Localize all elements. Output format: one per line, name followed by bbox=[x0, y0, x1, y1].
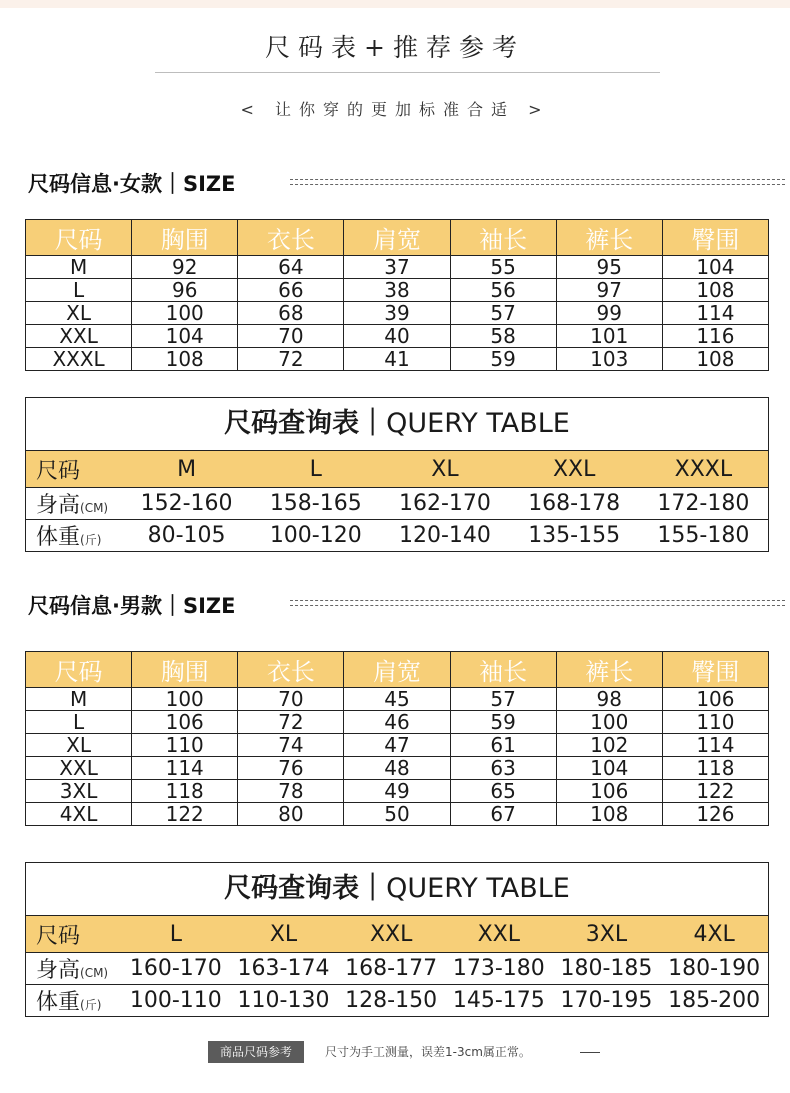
women-size-cell: 55 bbox=[450, 256, 556, 279]
women-query-col-header: XXXL bbox=[639, 451, 768, 488]
men-size-cell: 106 bbox=[132, 711, 238, 734]
women-height-value: 158-165 bbox=[251, 488, 380, 520]
women-size-cell: 39 bbox=[344, 302, 450, 325]
women-query-col-header: XL bbox=[380, 451, 509, 488]
men-weight-value: 128-150 bbox=[337, 985, 445, 1017]
women-heading-dotline bbox=[290, 179, 785, 180]
women-query-col-header: L bbox=[251, 451, 380, 488]
women-heading-dotline-2 bbox=[290, 184, 785, 185]
men-col-header: 肩宽 bbox=[344, 652, 450, 688]
men-size-header-row bbox=[26, 652, 769, 688]
men-size-cell: 72 bbox=[238, 711, 344, 734]
men-size-cell: 98 bbox=[556, 688, 662, 711]
footer bbox=[0, 1041, 790, 1063]
men-weight-value: 100-110 bbox=[122, 985, 230, 1017]
men-weight-unit: (斤) bbox=[80, 998, 102, 1012]
women-size-cell: XXL bbox=[26, 325, 132, 348]
women-size-cell: 108 bbox=[662, 348, 768, 371]
women-weight-value: 120-140 bbox=[380, 520, 509, 552]
men-size-cell: 106 bbox=[662, 688, 768, 711]
women-height-label-text: 身高 bbox=[36, 493, 81, 518]
men-size-cell: 74 bbox=[238, 734, 344, 757]
men-col-header: 胸围 bbox=[132, 652, 238, 688]
men-height-unit: (CM) bbox=[80, 966, 109, 980]
men-query-title-en: QUERY TABLE bbox=[386, 873, 570, 904]
men-height-value: 163-174 bbox=[230, 953, 338, 985]
men-weight-label-text: 体重 bbox=[36, 990, 81, 1015]
women-col-header: 袖长 bbox=[450, 220, 556, 256]
men-col-header: 裤长 bbox=[556, 652, 662, 688]
women-size-cell: 101 bbox=[556, 325, 662, 348]
women-height-unit: (CM) bbox=[80, 501, 109, 515]
men-size-cell: 80 bbox=[238, 803, 344, 826]
women-size-cell: 58 bbox=[450, 325, 556, 348]
women-size-cell: 66 bbox=[238, 279, 344, 302]
women-size-cell: 108 bbox=[132, 348, 238, 371]
women-size-cell: 96 bbox=[132, 279, 238, 302]
women-query-title-en: QUERY TABLE bbox=[386, 408, 570, 439]
men-height-value: 180-185 bbox=[553, 953, 661, 985]
men-size-cell: XXL bbox=[26, 757, 132, 780]
men-weight-value: 145-175 bbox=[445, 985, 553, 1017]
men-size-cell: 50 bbox=[344, 803, 450, 826]
women-query-col-header: M bbox=[122, 451, 251, 488]
men-size-cell: 110 bbox=[132, 734, 238, 757]
women-size-cell: 41 bbox=[344, 348, 450, 371]
men-size-cell: XL bbox=[26, 734, 132, 757]
women-col-header: 尺码 bbox=[26, 220, 132, 256]
women-query-height-row bbox=[26, 488, 768, 520]
men-size-cell: 70 bbox=[238, 688, 344, 711]
women-query-title bbox=[26, 398, 768, 451]
men-size-cell: 110 bbox=[662, 711, 768, 734]
men-size-cell: 47 bbox=[344, 734, 450, 757]
women-height-value: 168-178 bbox=[510, 488, 639, 520]
women-size-cell: 104 bbox=[662, 256, 768, 279]
women-size-cell: 68 bbox=[238, 302, 344, 325]
women-weight-value: 80-105 bbox=[122, 520, 251, 552]
men-height-label bbox=[26, 953, 122, 985]
men-col-header: 臀围 bbox=[662, 652, 768, 688]
men-size-cell: L bbox=[26, 711, 132, 734]
men-section-heading: 尺码信息·男款｜SIZE bbox=[28, 594, 236, 618]
men-size-cell: 76 bbox=[238, 757, 344, 780]
men-size-cell: 102 bbox=[556, 734, 662, 757]
men-query-col-header: L bbox=[122, 916, 230, 953]
women-size-cell: 64 bbox=[238, 256, 344, 279]
women-height-value: 152-160 bbox=[122, 488, 251, 520]
men-size-cell: 100 bbox=[556, 711, 662, 734]
men-query-header-row bbox=[26, 916, 768, 953]
men-height-value: 173-180 bbox=[445, 953, 553, 985]
men-weight-value: 110-130 bbox=[230, 985, 338, 1017]
men-height-value: 168-177 bbox=[337, 953, 445, 985]
women-weight-label bbox=[26, 520, 122, 552]
men-size-cell: 118 bbox=[662, 757, 768, 780]
men-size-cell: 100 bbox=[132, 688, 238, 711]
top-band bbox=[0, 0, 790, 8]
men-query-table bbox=[25, 862, 769, 1017]
women-query-col-header: 尺码 bbox=[26, 451, 122, 488]
women-query-title-cn: 尺码查询表 bbox=[224, 408, 360, 439]
men-query-col-header: XL bbox=[230, 916, 338, 953]
men-size-cell: 114 bbox=[662, 734, 768, 757]
women-size-cell: 95 bbox=[556, 256, 662, 279]
men-height-value: 160-170 bbox=[122, 953, 230, 985]
men-query-col-header: 3XL bbox=[553, 916, 661, 953]
women-size-cell: 57 bbox=[450, 302, 556, 325]
men-heading-dotline-2 bbox=[290, 605, 785, 606]
women-size-cell: 38 bbox=[344, 279, 450, 302]
men-size-cell: 108 bbox=[556, 803, 662, 826]
women-size-cell: 104 bbox=[132, 325, 238, 348]
men-heading-dotline bbox=[290, 600, 785, 601]
men-col-header: 袖长 bbox=[450, 652, 556, 688]
women-size-header-row bbox=[26, 220, 769, 256]
women-size-cell: 100 bbox=[132, 302, 238, 325]
women-size-row bbox=[26, 256, 769, 279]
women-col-header: 肩宽 bbox=[344, 220, 450, 256]
women-query-grid bbox=[26, 451, 768, 551]
men-size-row bbox=[26, 688, 769, 711]
men-size-cell: 78 bbox=[238, 780, 344, 803]
women-query-header-row bbox=[26, 451, 768, 488]
men-size-cell: M bbox=[26, 688, 132, 711]
men-size-cell: 46 bbox=[344, 711, 450, 734]
women-size-cell: M bbox=[26, 256, 132, 279]
women-weight-label-text: 体重 bbox=[36, 525, 81, 550]
women-size-cell: 72 bbox=[238, 348, 344, 371]
men-size-cell: 48 bbox=[344, 757, 450, 780]
men-size-cell: 59 bbox=[450, 711, 556, 734]
page-subtitle: < 让你穿的更加标准合适 > bbox=[240, 100, 550, 119]
men-size-cell: 122 bbox=[662, 780, 768, 803]
men-weight-label bbox=[26, 985, 122, 1017]
men-query-title bbox=[26, 863, 768, 916]
men-query-height-row bbox=[26, 953, 768, 985]
men-size-row bbox=[26, 711, 769, 734]
men-query-col-header: XXL bbox=[445, 916, 553, 953]
men-col-header: 衣长 bbox=[238, 652, 344, 688]
men-query-title-sep: ｜ bbox=[359, 873, 387, 904]
men-size-cell: 49 bbox=[344, 780, 450, 803]
measurement-note: 尺寸为手工测量，误差1-3cm属正常。 bbox=[325, 1045, 531, 1059]
page-title: 尺码表+推荐参考 bbox=[265, 33, 525, 62]
women-query-table bbox=[25, 397, 769, 552]
women-size-cell: 40 bbox=[344, 325, 450, 348]
men-size-cell: 118 bbox=[132, 780, 238, 803]
men-size-cell: 61 bbox=[450, 734, 556, 757]
men-size-row bbox=[26, 734, 769, 757]
women-col-header: 裤长 bbox=[556, 220, 662, 256]
note-dash bbox=[580, 1052, 600, 1053]
women-size-cell: XL bbox=[26, 302, 132, 325]
women-size-cell: 99 bbox=[556, 302, 662, 325]
women-query-weight-row bbox=[26, 520, 768, 552]
women-query-title-sep: ｜ bbox=[359, 408, 387, 439]
women-height-value: 172-180 bbox=[639, 488, 768, 520]
men-query-col-header: XXL bbox=[337, 916, 445, 953]
men-query-title-cn: 尺码查询表 bbox=[224, 873, 360, 904]
men-size-row bbox=[26, 780, 769, 803]
men-weight-value: 185-200 bbox=[660, 985, 768, 1017]
women-size-cell: 116 bbox=[662, 325, 768, 348]
women-size-row bbox=[26, 279, 769, 302]
women-col-header: 臀围 bbox=[662, 220, 768, 256]
men-col-header: 尺码 bbox=[26, 652, 132, 688]
women-size-cell: 37 bbox=[344, 256, 450, 279]
women-size-cell: 56 bbox=[450, 279, 556, 302]
men-size-cell: 57 bbox=[450, 688, 556, 711]
men-size-row bbox=[26, 803, 769, 826]
men-size-row bbox=[26, 757, 769, 780]
women-col-header: 胸围 bbox=[132, 220, 238, 256]
women-size-cell: 103 bbox=[556, 348, 662, 371]
title-divider bbox=[155, 72, 660, 73]
men-weight-value: 170-195 bbox=[553, 985, 661, 1017]
women-weight-value: 100-120 bbox=[251, 520, 380, 552]
women-height-value: 162-170 bbox=[380, 488, 509, 520]
women-size-cell: 59 bbox=[450, 348, 556, 371]
size-reference-badge: 商品尺码参考 bbox=[208, 1041, 304, 1063]
men-height-value: 180-190 bbox=[660, 953, 768, 985]
women-size-cell: 92 bbox=[132, 256, 238, 279]
women-section-heading: 尺码信息·女款｜SIZE bbox=[28, 172, 236, 196]
women-weight-unit: (斤) bbox=[80, 533, 102, 547]
men-size-cell: 63 bbox=[450, 757, 556, 780]
men-size-cell: 67 bbox=[450, 803, 556, 826]
men-size-cell: 106 bbox=[556, 780, 662, 803]
women-size-row bbox=[26, 325, 769, 348]
women-size-cell: XXXL bbox=[26, 348, 132, 371]
women-query-col-header: XXL bbox=[510, 451, 639, 488]
women-size-table bbox=[25, 219, 769, 371]
men-size-cell: 4XL bbox=[26, 803, 132, 826]
men-size-cell: 114 bbox=[132, 757, 238, 780]
women-size-cell: 114 bbox=[662, 302, 768, 325]
women-size-row bbox=[26, 302, 769, 325]
men-size-cell: 65 bbox=[450, 780, 556, 803]
women-size-cell: L bbox=[26, 279, 132, 302]
men-size-cell: 122 bbox=[132, 803, 238, 826]
men-height-label-text: 身高 bbox=[36, 958, 81, 983]
women-col-header: 衣长 bbox=[238, 220, 344, 256]
men-query-col-header: 4XL bbox=[660, 916, 768, 953]
men-size-cell: 126 bbox=[662, 803, 768, 826]
men-size-table bbox=[25, 651, 769, 826]
men-size-cell: 3XL bbox=[26, 780, 132, 803]
men-query-col-header: 尺码 bbox=[26, 916, 122, 953]
women-size-cell: 97 bbox=[556, 279, 662, 302]
women-weight-value: 135-155 bbox=[510, 520, 639, 552]
women-size-cell: 108 bbox=[662, 279, 768, 302]
women-size-row bbox=[26, 348, 769, 371]
men-size-cell: 45 bbox=[344, 688, 450, 711]
men-size-cell: 104 bbox=[556, 757, 662, 780]
women-size-cell: 70 bbox=[238, 325, 344, 348]
men-query-weight-row bbox=[26, 985, 768, 1017]
men-query-grid bbox=[26, 916, 768, 1016]
women-weight-value: 155-180 bbox=[639, 520, 768, 552]
women-height-label bbox=[26, 488, 122, 520]
